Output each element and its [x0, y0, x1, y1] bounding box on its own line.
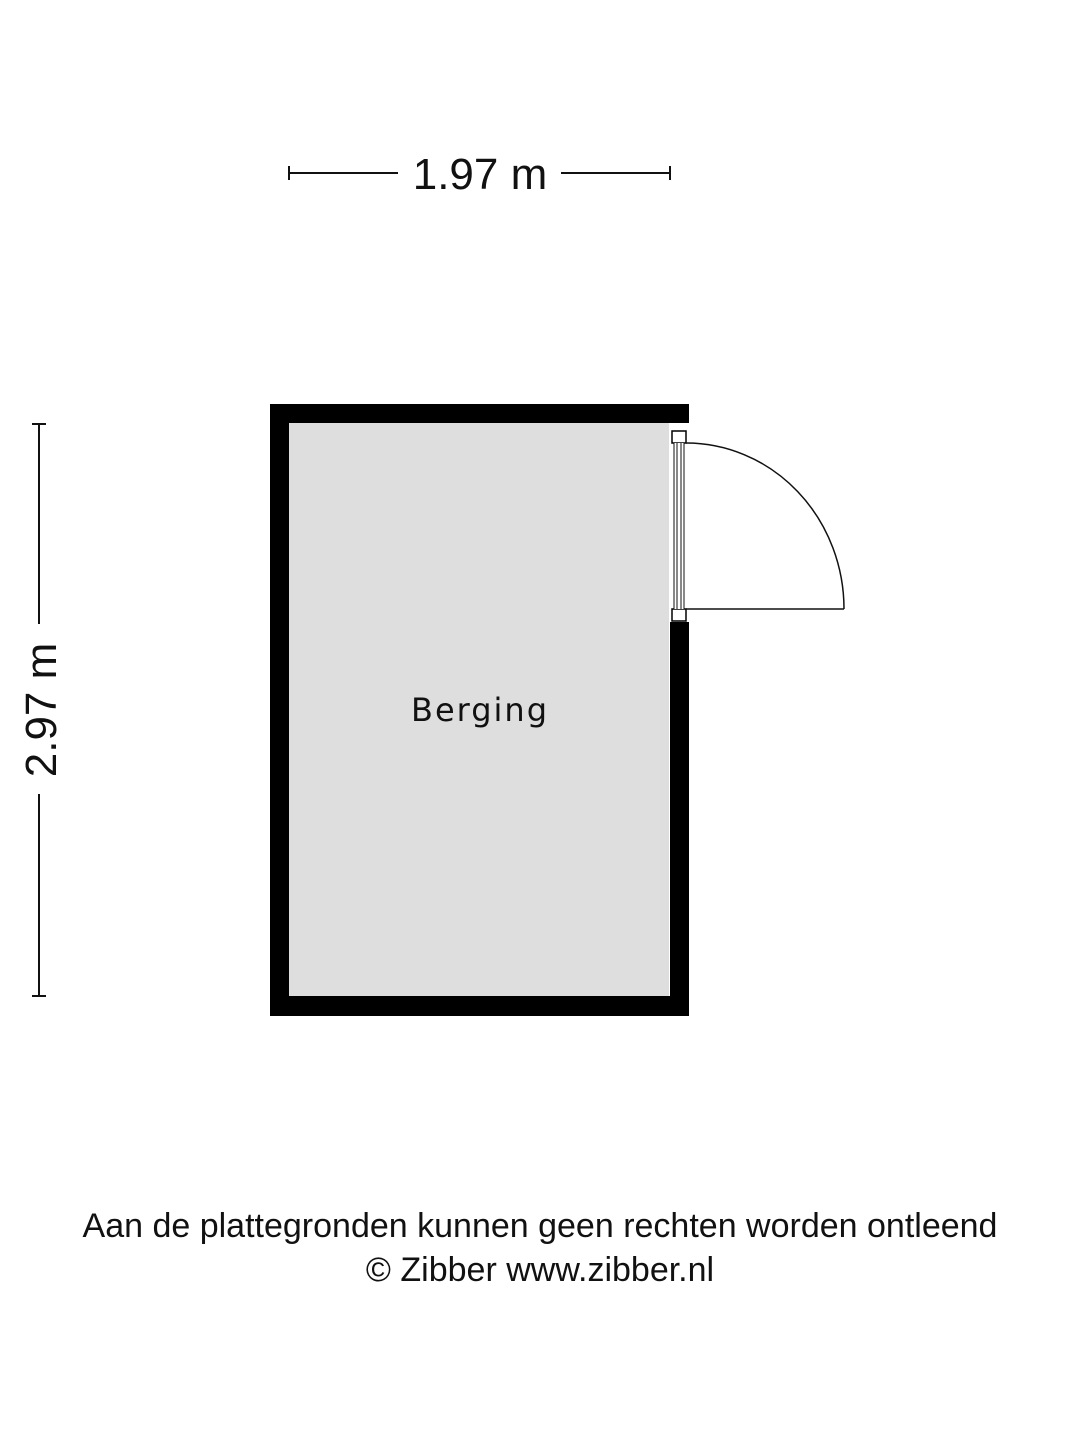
height-dimension-label: 2.97 m	[17, 642, 66, 778]
copyright-text: © Zibber www.zibber.nl	[365, 1251, 715, 1289]
door-opening	[674, 443, 684, 609]
door-jamb-top	[672, 431, 686, 443]
height-dimension	[17, 424, 66, 996]
disclaimer-text: Aan de plattegronden kunnen geen rechten worden ontleend	[82, 1207, 998, 1245]
wall-right-lower	[670, 622, 689, 1016]
door-frame	[674, 443, 684, 609]
wall-left	[270, 404, 289, 1016]
wall-bottom	[270, 996, 689, 1016]
width-dimension-label: 1.97 m	[412, 150, 548, 199]
wall-top	[270, 404, 689, 423]
door-swing-arc	[686, 443, 844, 609]
door-jamb-bottom	[672, 609, 686, 621]
room-label: Berging	[410, 691, 550, 729]
width-dimension	[289, 150, 670, 199]
